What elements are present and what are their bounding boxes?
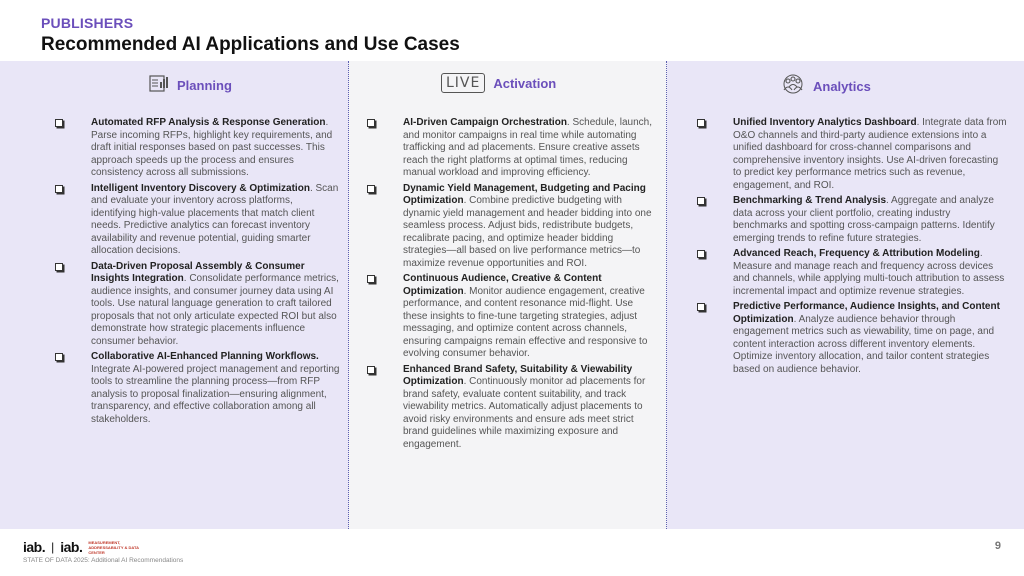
checkbox-icon bbox=[367, 275, 375, 283]
list-item: Data-Driven Proposal Assembly & Consumer Insights Integration. Consolidate performance metrics, audience insights, and consumer journey data using AI tools. Use natural language generation to craft tailored proposals that not only articulate expected ROI but also demonstrate how strategic placements influence consumer behavior. bbox=[55, 261, 340, 349]
analytics-label: Analytics bbox=[813, 79, 871, 94]
mrc-logo-text: MEASUREMENT, ADDRESSABILITY & DATA CENTER bbox=[88, 539, 139, 555]
checkbox-icon bbox=[367, 366, 375, 374]
activation-label: Activation bbox=[493, 75, 557, 91]
list-item: Advanced Reach, Frequency & Attribution Modeling. Measure and manage reach and frequency across devices and channels, while applying multi-touch attribution to assess incremental impact and optimize revenue strategies. bbox=[697, 248, 1007, 298]
logo-separator: | bbox=[51, 540, 55, 554]
iab-logo: iab. bbox=[23, 539, 46, 555]
page-title: Recommended AI Applications and Use Cases bbox=[41, 34, 460, 55]
planning-header bbox=[149, 73, 232, 98]
list-item: Continuous Audience, Creative & Content Optimization. Monitor audience engagement, creative performance, and content resonance mid-flight. Use these insights to fine-tune targeting strategies, adjust messaging, and optimize content across channels, ensuring campaigns remain effective and responsive to evolving consumer behavior. bbox=[367, 273, 657, 361]
analytics-panel bbox=[667, 61, 1024, 529]
checkbox-icon bbox=[697, 250, 705, 258]
footnote: STATE OF DATA 2025: Additional AI Recommendations bbox=[23, 557, 184, 564]
page-number: 9 bbox=[994, 540, 1001, 552]
checkbox-icon bbox=[697, 119, 705, 127]
planning-label: Planning bbox=[177, 78, 232, 93]
list-item: Collaborative AI-Enhanced Planning Workflows. Integrate AI-powered project management and reporting tools to streamline the planning process—from RFP analysis to proposal finalization—ensuring alignment, transparency, and effective collaboration among all stakeholders. bbox=[55, 351, 340, 426]
document-chart-icon bbox=[149, 73, 169, 98]
list-item: Unified Inventory Analytics Dashboard. Integrate data from O&O channels and third-party audience extensions into a unified dashboard for cross-channel comparisons and comprehensive inventory insights. Use AI-driven forecasting to predict key performance metrics such as revenue, engagement, and ROI. bbox=[697, 117, 1007, 192]
checkbox-icon bbox=[697, 303, 705, 311]
activation-header bbox=[441, 73, 556, 93]
checkbox-icon bbox=[55, 353, 63, 361]
checkbox-icon bbox=[367, 119, 375, 127]
column-divider bbox=[348, 61, 349, 529]
checkbox-icon bbox=[697, 197, 705, 205]
list-item: AI-Driven Campaign Orchestration. Schedule, launch, and monitor campaigns in real time while automating trafficking and ad placements. Ensure creative assets reach the right platforms at optimal times, reducing manual workload and improving efficiency. bbox=[367, 117, 657, 180]
kicker: PUBLISHERS bbox=[41, 15, 134, 31]
list-item: Dynamic Yield Management, Budgeting and Pacing Optimization. Combine predictive budgeting with dynamic yield management and header bidding into one seamless process. Adjust bids, redistribute budgets, recalibrate pacing, and optimize header bidding strategies—all based on live performance metrics—to maximize revenue opportunities and ROI. bbox=[367, 183, 657, 271]
people-network-icon bbox=[781, 73, 805, 100]
activation-panel bbox=[349, 61, 667, 529]
list-item: Benchmarking & Trend Analysis. Aggregate and analyze data across your client portfolio, creating industry benchmarks and spotting cross-campaign patterns. Identify emerging trends to refine future strategies. bbox=[697, 195, 1007, 245]
live-badge-icon: LIVE bbox=[441, 73, 485, 93]
list-item: Predictive Performance, Audience Insights, and Content Optimization. Analyze audience behavior through engagement metrics such as viewability, time on page, and content interaction across different inventory elements. Optimize inventory allocation, and tailor content strategies based on audience behavior. bbox=[697, 301, 1007, 376]
column-divider bbox=[666, 61, 667, 529]
checkbox-icon bbox=[55, 263, 63, 271]
planning-panel bbox=[0, 61, 349, 529]
list-item: Enhanced Brand Safety, Suitability & Viewability Optimization. Continuously monitor ad placements for brand safety, evaluate content suitability, and track viewability metrics. Automatically adjust placements to avoid risky environments and ensure ads meet strict brand guidelines while maximizing exposure and engagement. bbox=[367, 364, 657, 452]
checkbox-icon bbox=[55, 185, 63, 193]
footer-logos bbox=[23, 539, 140, 555]
list-item: Intelligent Inventory Discovery & Optimization. Scan and evaluate your inventory across platforms, identifying high-value placements that match client needs. Predictive analytics can forecast inventory availability and revenue potential, guiding smarter allocation decisions. bbox=[55, 183, 340, 258]
checkbox-icon bbox=[367, 185, 375, 193]
list-item: Automated RFP Analysis & Response Generation. Parse incoming RFPs, highlight key requirements, and draft initial responses based on past successes. This approach speeds up the process and ensures consistency across all submissions. bbox=[55, 117, 340, 180]
iab-mrc-logo: iab. bbox=[60, 539, 83, 555]
checkbox-icon bbox=[55, 119, 63, 127]
analytics-header bbox=[781, 73, 871, 100]
